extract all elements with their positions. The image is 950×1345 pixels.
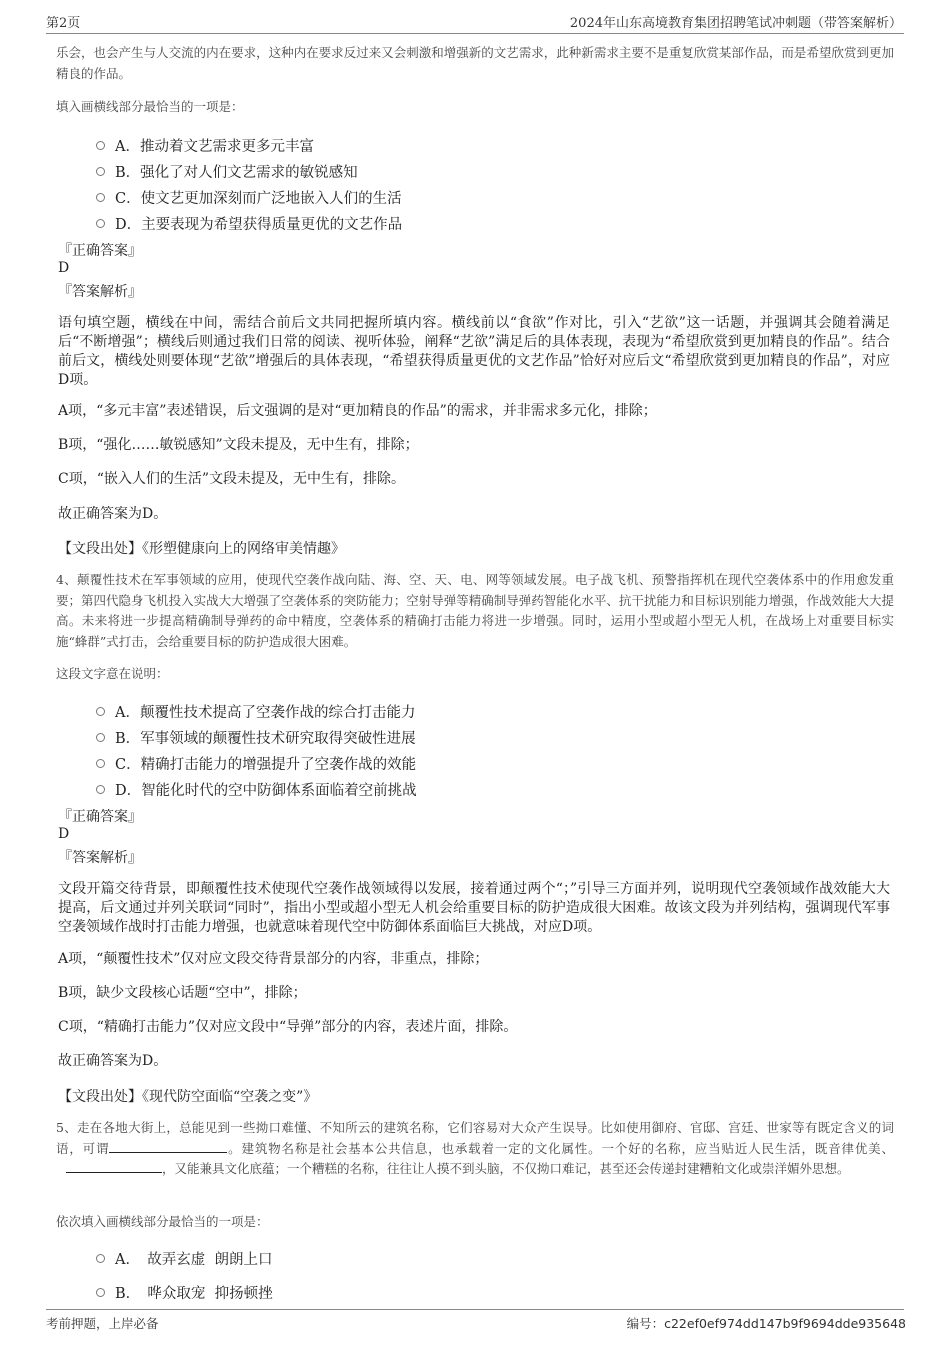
q3-note-c: C项，“嵌入人们的生活”文段未提及，无中生有，排除。 — [58, 471, 406, 487]
q4-option-d-label: D．智能化时代的空中防御体系面临着空前挑战 — [115, 783, 417, 799]
q5-option-b[interactable] — [96, 1282, 273, 1303]
radio-icon[interactable] — [96, 733, 105, 742]
q3-note-b: B项，“强化……敏锐感知”文段未提及，无中生有，排除； — [58, 437, 419, 453]
q3-passage-tail: 乐会，也会产生与人交流的内在要求，这种内在要求反过来又会刺激和增强新的文艺需求，此种新需求主要不是重复欣赏某部作品，而是希望欣赏到更加精良的作品。 — [56, 45, 894, 81]
q3-option-c-label: C．使文艺更加深刻而广泛地嵌入人们的生活 — [115, 191, 402, 207]
radio-icon[interactable] — [96, 219, 105, 228]
q4-option-a-label: A．颠覆性技术提高了空袭作战的综合打击能力 — [115, 705, 416, 721]
q4-conclusion: 故正确答案为D。 — [58, 1053, 168, 1069]
q3-option-d-label: D．主要表现为希望获得质量更优的文艺作品 — [115, 217, 403, 233]
radio-icon[interactable] — [96, 1288, 105, 1297]
q3-option-a-label: A．推动着文艺需求更多元丰富 — [115, 139, 314, 155]
q5-option-a-label: A． 故弄玄虚 朗朗上口 — [115, 1252, 273, 1268]
radio-icon[interactable] — [96, 707, 105, 716]
q4-note-a: A项，“颠覆性技术”仅对应文段交待背景部分的内容，非重点，排除； — [58, 951, 489, 967]
radio-icon[interactable] — [96, 759, 105, 768]
radio-icon[interactable] — [96, 141, 105, 150]
q3-prompt: 填入画横线部分最恰当的一项是： — [56, 99, 244, 114]
header-divider — [46, 33, 904, 34]
q3-note-a: A项，“多元丰富”表述错误，后文强调的是对“更加精良的作品”的需求，并非需求多元化，排除； — [58, 403, 657, 419]
q3-source: 【文段出处】《形塑健康向上的网络审美情趣》 — [58, 541, 345, 557]
q4-note-c: C项，“精确打击能力”仅对应文段中“导弹”部分的内容，表述片面，排除。 — [58, 1019, 518, 1035]
q4-option-c-label: C．精确打击能力的增强提升了空袭作战的效能 — [115, 757, 417, 773]
q4-answer: D — [58, 826, 70, 842]
page-header — [0, 0, 950, 34]
radio-icon[interactable] — [96, 785, 105, 794]
q5-option-b-label: B． 哗众取宠 抑扬顿挫 — [115, 1286, 273, 1302]
q4-option-c[interactable] — [96, 753, 416, 774]
q3-conclusion: 故正确答案为D。 — [58, 506, 168, 522]
q4-prompt: 这段文字意在说明： — [56, 666, 169, 681]
q4-analysis-label: 『答案解析』 — [58, 850, 142, 866]
q3-answer-label: 『正确答案』 — [58, 243, 142, 259]
radio-icon[interactable] — [96, 1254, 105, 1263]
footer-divider — [46, 1309, 904, 1310]
footer-slogan: 考前押题，上岸必备 — [46, 1316, 159, 1331]
q4-note-b: B项，缺少文段核心话题“空中”，排除； — [58, 985, 307, 1001]
q3-option-d[interactable] — [96, 213, 402, 234]
q4-option-b[interactable] — [96, 727, 416, 748]
q5-blank-2 — [66, 1160, 162, 1173]
q4-option-d[interactable] — [96, 779, 417, 800]
document-code: 编号：c22ef0ef974dd147b9f9694dde935648 — [626, 1316, 906, 1331]
q3-option-a[interactable] — [96, 135, 314, 156]
radio-icon[interactable] — [96, 167, 105, 176]
q5-blank-1 — [109, 1140, 227, 1153]
q3-analysis: 语句填空题，横线在中间，需结合前后文共同把握所填内容。横线前以“食欲”作对比，引入“艺欲”这一话题，并强调其会随着满足后“不断增强”；横线后则通过我们日常的阅读、视听体验，阐释“艺欲”满足后的具体表现，表现为“希望欣赏到更加精良的作品”。结合前后文，横线处则要体现“艺欲”增强后的具体表现，“希望获得质量更优的文艺作品”恰好对应后文“希望欣赏到更加精良的作品”，对应D项。 — [58, 315, 890, 388]
q3-option-c[interactable] — [96, 187, 402, 208]
q3-option-b-label: B．强化了对人们文艺需求的敏锐感知 — [115, 165, 358, 181]
q4-analysis: 文段开篇交待背景，即颠覆性技术使现代空袭作战领域得以发展，接着通过两个“；”引导三方面并列，说明现代空袭领域作战效能大大提高，后文通过并列关联词“同时”，指出小型或超小型无人机会给重要目标的防护造成很大困难。故该文段为并列结构，强调现代军事空袭领域作战时打击能力增强，也就意味着现代空中防御体系面临巨大挑战，对应D项。 — [58, 881, 890, 935]
q5-passage — [56, 1118, 894, 1180]
q5-passage-part1: 5、走在各地大街上，总能见到一些拗口难懂、不知所云的建筑名称，它们容易对大众产生误导。比如使用御府、官邸、宫廷、世家等有既定含义的词语，可谓 — [56, 1120, 894, 1156]
q4-passage: 4、颠覆性技术在军事领域的应用，使现代空袭作战向陆、海、空、天、电、网等领域发展。电子战飞机、预警指挥机在现代空袭体系中的作用愈发重要；第四代隐身飞机投入实战大大增强了空袭体系的突防能力；空射导弹等精确制导弹药智能化水平、抗干扰能力和目标识别能力增强，作战效能大大提高。未来将进一步提高精确制导弹药的命中精度，空袭体系的精确打击能力将进一步增强。同时，运用小型或超小型无人机，在战场上对重要目标实施“蜂群”式打击，会给重要目标的防护造成很大困难。 — [56, 572, 894, 649]
q5-passage-part2: 。建筑物名称是社会基本公共信息，也承载着一定的文化属性。一个好的名称，应当贴近人民生活，既音律优美、 — [227, 1140, 894, 1156]
q4-source: 【文段出处】《现代防空面临“空袭之变”》 — [58, 1089, 318, 1105]
q4-option-b-label: B．军事领域的颠覆性技术研究取得突破性进展 — [115, 731, 416, 747]
q5-option-a[interactable] — [96, 1248, 272, 1269]
document-title: 2024年山东高境教育集团招聘笔试冲刺题（带答案解析） — [569, 16, 902, 31]
page-number: 第2页 — [46, 16, 81, 31]
q3-analysis-label: 『答案解析』 — [58, 284, 142, 300]
radio-icon[interactable] — [96, 193, 105, 202]
q4-option-a[interactable] — [96, 701, 415, 722]
q5-passage-part3: ，又能兼具文化底蕴；一个糟糕的名称，往往让人摸不到头脑，不仅拗口难记，甚至还会传递封建糟粕文化或崇洋媚外思想。 — [162, 1161, 850, 1176]
q4-answer-label: 『正确答案』 — [58, 809, 142, 825]
q3-answer: D — [58, 260, 70, 276]
q3-option-b[interactable] — [96, 161, 358, 182]
q5-prompt: 依次填入画横线部分最恰当的一项是： — [56, 1214, 269, 1229]
